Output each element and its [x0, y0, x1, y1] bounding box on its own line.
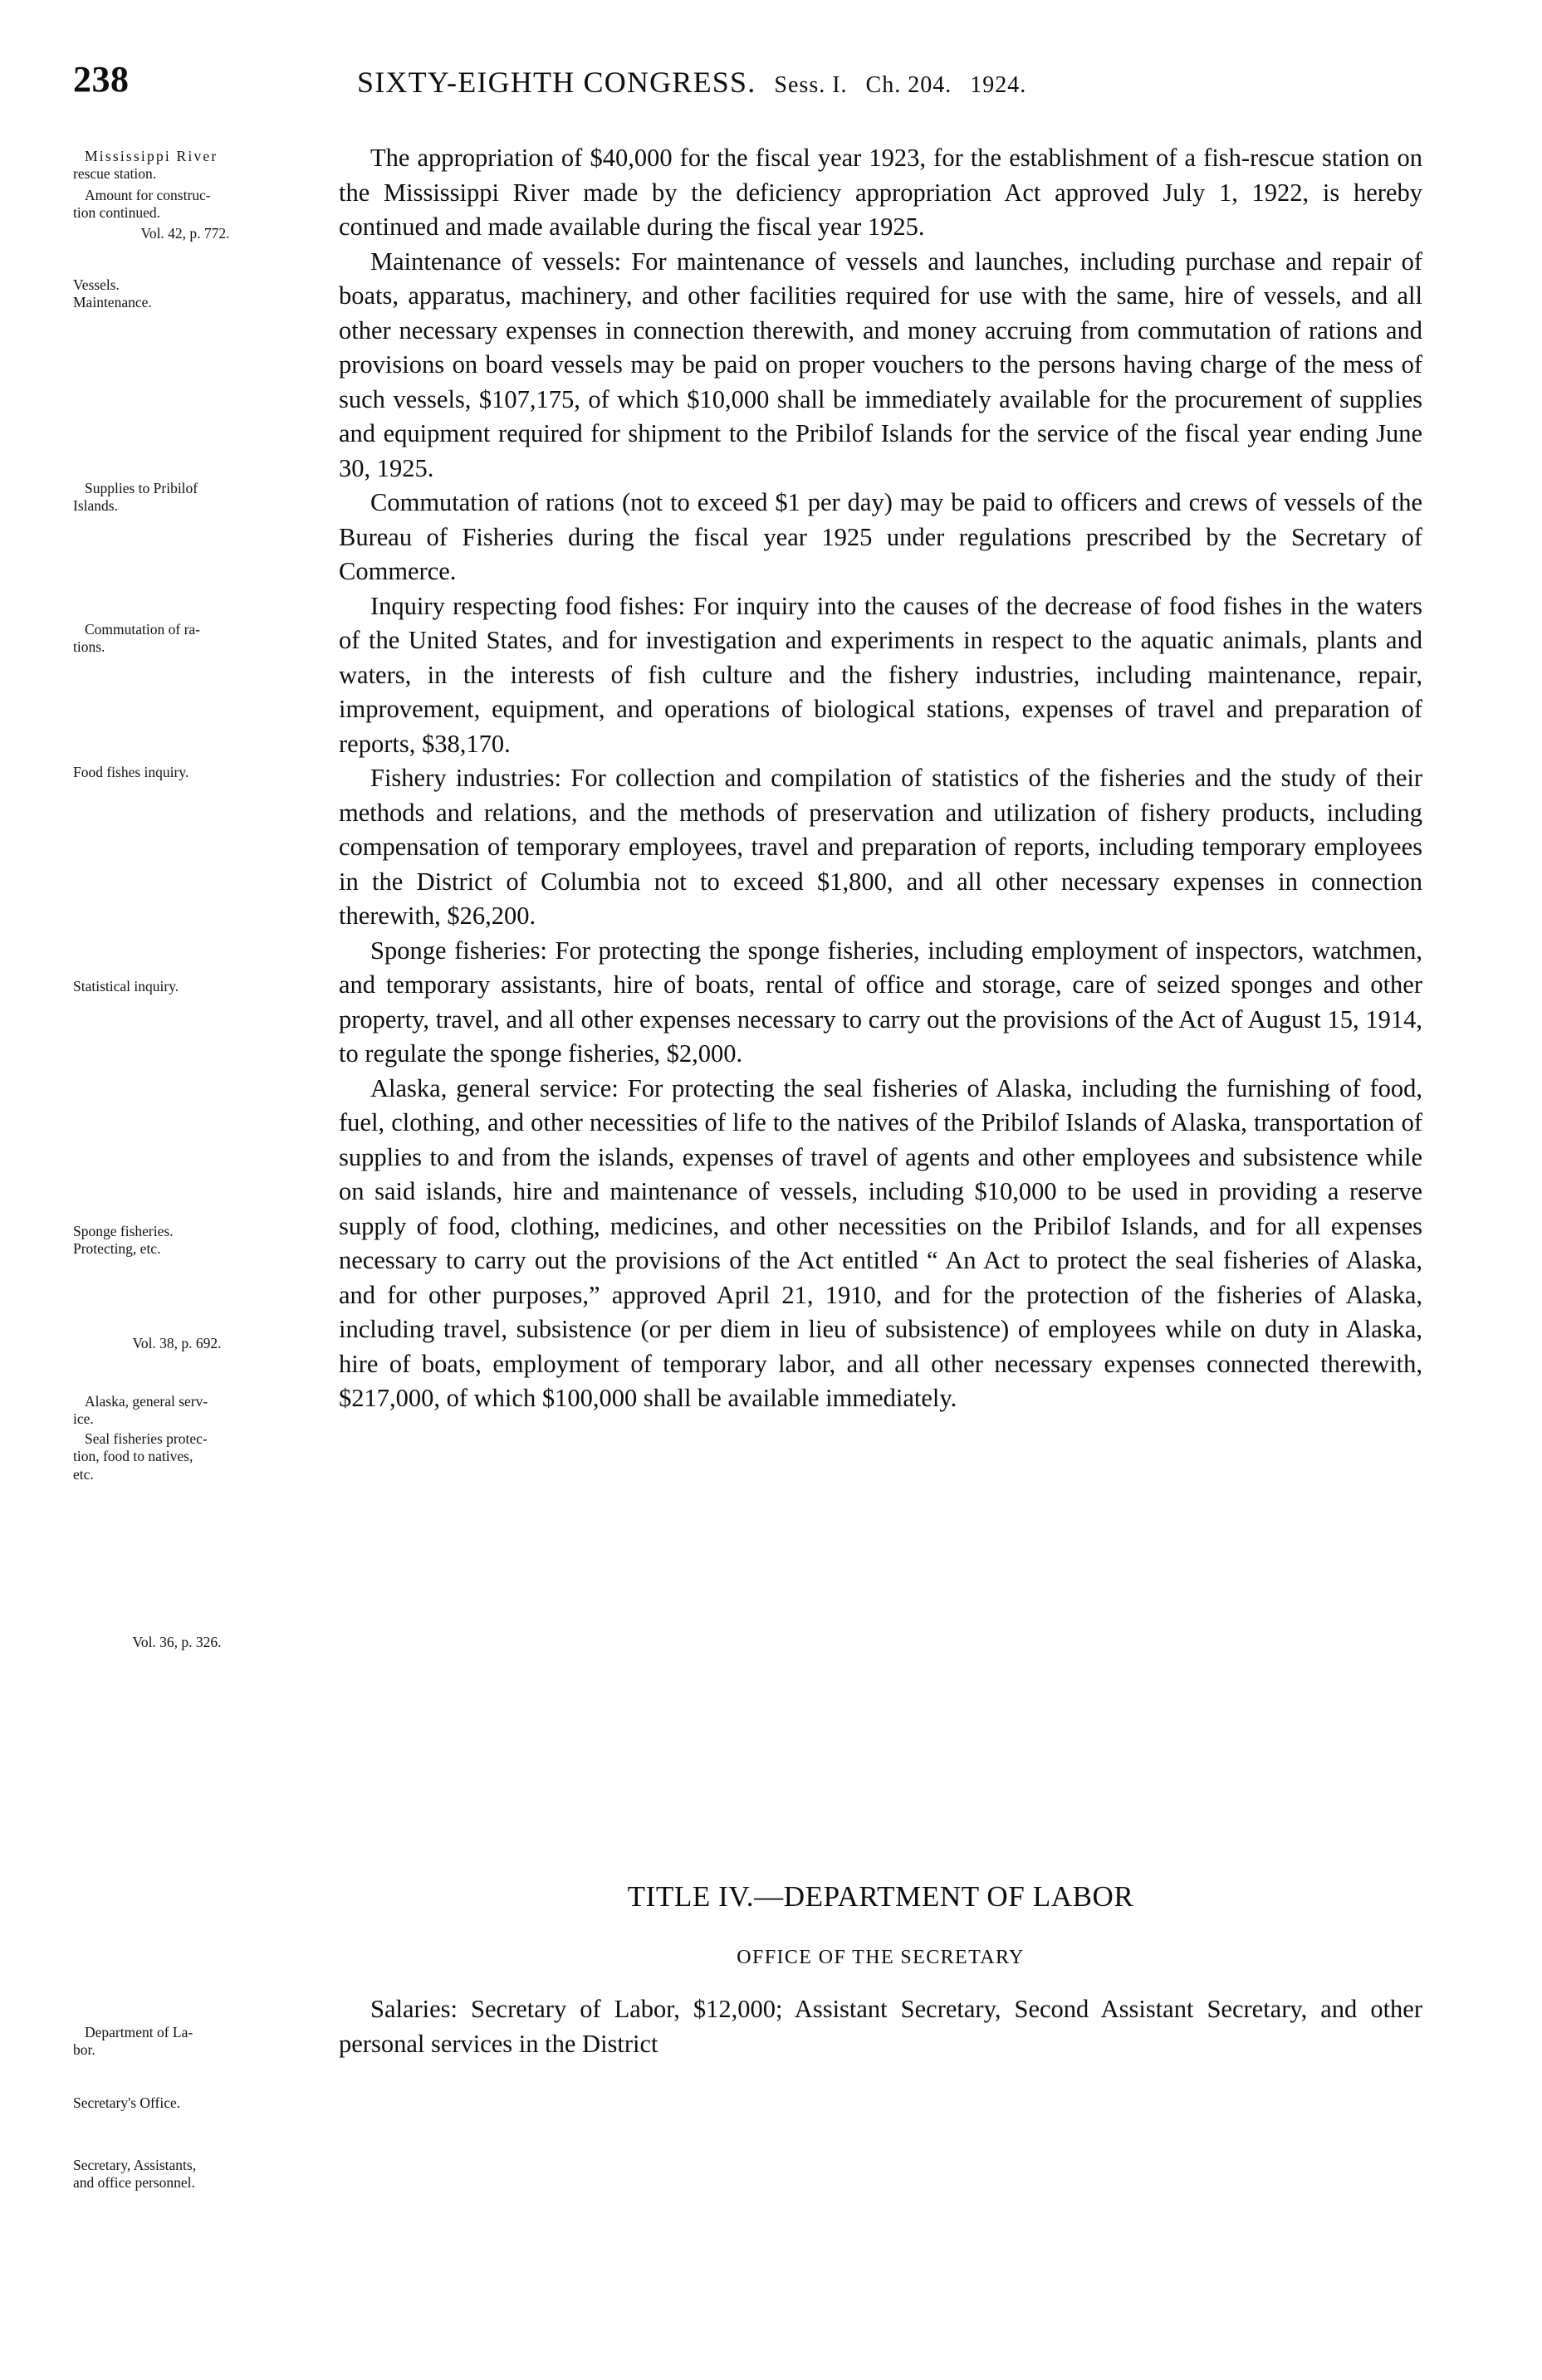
sidenote-secretarys-office: Secretary's Office.: [73, 2094, 181, 2111]
sidenote-vessels-maintenance: Vessels. Maintenance.: [73, 276, 152, 311]
sidenote-food-fishes-inquiry: Food fishes inquiry.: [73, 764, 189, 780]
running-head-year: 1924.: [970, 72, 1027, 98]
running-head-congress: SIXTY-EIGHTH CONGRESS.: [357, 66, 756, 99]
sidenote-commutation-of-rations: Commutation of ra- tions.: [73, 621, 201, 656]
running-head: [357, 65, 1026, 100]
paragraph-alaska-general-service: Alaska, general service: For protecting the seal fisheries of Alaska, including the furnishing of food, fuel, clothing, and other necessities of life to the natives of the Pribilof Islands of Alaska, transportation of supplies to and from the islands, expenses of travel of agents and other employees and subsistence while on said islands, hire and maintenance of vessels, including $10,000 to be used in providing a reserve supply of food, clothing, medicines, and other necessities on the Pribilof Islands, and for all expenses necessary to carry out the provisions of the Act entitled “ An Act to protect the seal fisheries of Alaska, and for other purposes,” approved April 21, 1910, and for the protection of the fisheries of Alaska, including travel, subsistence (or per diem in lieu of subsistence) of employees while on duty in Alaska, hire of boats, employment of temporary labor, and all other necessary expenses connected therewith, $217,000, of which $100,000 shall be available immediately.: [339, 1073, 1422, 1412]
paragraph-mississippi-rescue-station: The appropriation of $40,000 for the fiscal year 1923, for the establishment of a fish-rescue station on the Mississippi River made by the deficiency appropriation Act approved July 1, 1922, is hereby continued and made available during the fiscal year 1925.: [339, 144, 1422, 241]
running-head-chapter: Ch. 204.: [865, 72, 952, 98]
sidenote-vol-38-p-692: Vol. 38, p. 692.: [132, 1335, 222, 1351]
sidenote-vol-42-p-772: Vol. 42, p. 772.: [140, 225, 230, 242]
paragraph-fishery-industries: Fishery industries: For collection and compilation of statistics of the fisheries and the study of their methods and relations, and the methods of preservation and utilization of fishery products, including compensation of temporary employees, travel and preparation of reports, including temporary employees in the District of Columbia not to exceed $1,800, and all other necessary expenses in connection therewith, $26,200.: [339, 764, 1422, 930]
paragraph-commutation-of-rations: Commutation of rations (not to exceed $1 per day) may be paid to officers and crews of vessels of the Bureau of Fisheries during the fiscal year 1925 under regulations prescribed by the Secretary of Commerce.: [339, 488, 1422, 585]
paragraph-sponge-fisheries: Sponge fisheries: For protecting the sponge fisheries, including employment of inspectors, watchmen, and temporary assistants, hire of boats, rental of office and storage, care of seized sponges and other property, travel, and all other expenses necessary to carry out the provisions of the Act of August 15, 1914, to regulate the sponge fisheries, $2,000.: [339, 936, 1422, 1068]
sidenote-supplies-to-pribilof-islands: Supplies to Pribilof Islands.: [73, 480, 198, 515]
title-iv-heading: TITLE IV.—DEPARTMENT OF LABOR: [627, 1880, 1134, 1913]
page-number: 238: [73, 59, 130, 100]
sidenote-seal-fisheries-protection: Seal fisheries protec- tion, food to natives, etc.: [73, 1430, 208, 1483]
sidenote-department-of-labor: Department of La- bor.: [73, 2024, 193, 2059]
page-header: [0, 58, 1542, 108]
paragraph-vessels-maintenance: Maintenance of vessels: For maintenance of vessels and launches, including purchase and repair of boats, apparatus, machinery, and other facilities required for use with the same, hire of vessels, and all other necessary expenses in connection therewith, and money accruing from commutation of rations and provisions on board vessels may be paid on proper vouchers to the persons having charge of the mess of such vessels, $107,175, of which $10,000 shall be immediately available for the procurement of supplies and equipment required for shipment to the Pribilof Islands for the service of the fiscal year ending June 30, 1925.: [339, 247, 1422, 482]
sidenote-alaska-general-service: Alaska, general serv- ice.: [73, 1393, 208, 1428]
final-paragraph-wrapper: [339, 1992, 1422, 2061]
office-of-the-secretary-heading: OFFICE OF THE SECRETARY: [737, 1947, 1025, 1968]
sidenote-secretary-assistants-personnel: Secretary, Assistants, and office personnel.: [73, 2157, 197, 2192]
sidenote-sponge-fisheries-protecting: Sponge fisheries. Protecting, etc.: [73, 1223, 174, 1258]
sidenote-mississippi-river-rescue-station: Mississippi River rescue station.: [73, 148, 218, 183]
sidenote-vol-36-p-326: Vol. 36, p. 326.: [132, 1634, 222, 1650]
paragraph-food-fishes-inquiry: Inquiry respecting food fishes: For inquiry into the causes of the decrease of food fishes in the waters of the United States, and for investigation and experiments in respect to the aquatic animals, plants and waters, in the interests of fish culture and the fishery industries, including maintenance, repair, improvement, equipment, and operations of biological stations, expenses of travel and preparation of reports, $38,170.: [339, 591, 1422, 758]
sidenote-amount-for-construction-continued: Amount for construc- tion continued.: [73, 187, 211, 222]
body-column: [339, 141, 1422, 1416]
running-head-session: Sess. I.: [774, 72, 848, 98]
sidenote-statistical-inquiry: Statistical inquiry.: [73, 978, 179, 995]
paragraph-salaries: Salaries: Secretary of Labor, $12,000; Assistant Secretary, Second Assistant Secretary, and other personal services in the District: [339, 1995, 1422, 2058]
